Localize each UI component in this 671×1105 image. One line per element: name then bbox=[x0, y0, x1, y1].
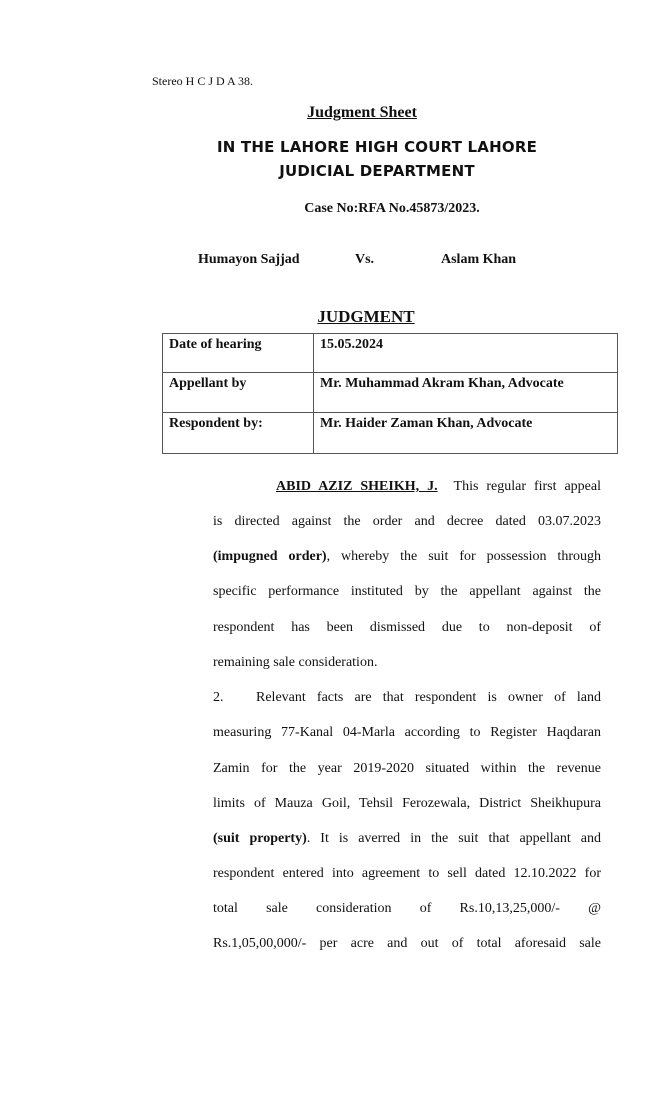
case-number: Case No:RFA No.45873/2023. bbox=[304, 201, 480, 216]
versus-label: Vs. bbox=[355, 252, 375, 267]
court-name: IN THE LAHORE HIGH COURT LAHORE bbox=[216, 138, 538, 156]
respondent-name: Aslam Khan bbox=[441, 252, 517, 267]
judge-name: ABID AZIZ SHEIKH, J. bbox=[276, 479, 438, 494]
hearing-details-table bbox=[162, 333, 618, 454]
paragraph-2-number: 2. bbox=[213, 690, 224, 705]
impugned-order-term: (impugned order) bbox=[213, 549, 327, 564]
paragraph-2-line: limits of Mauza Goil, Tehsil Ferozewala, District Sheikhupura bbox=[213, 796, 601, 811]
paragraph-2-line: Relevant facts are that respondent is owner of land bbox=[256, 690, 601, 705]
paragraph-2-line: respondent entered into agreement to sell dated 12.10.2022 for bbox=[213, 866, 601, 881]
table-row bbox=[163, 334, 618, 373]
paragraph-1-line: ABID AZIZ SHEIKH, J. This regular first appeal bbox=[276, 479, 602, 494]
suit-property-term: (suit property) bbox=[213, 831, 307, 846]
paragraph-2-line: (suit property). It is averred in the suit that appellant and bbox=[213, 831, 602, 846]
paragraph-2-line: Zamin for the year 2019-2020 situated within the revenue bbox=[213, 761, 601, 776]
stereo-reference: Stereo H C J D A 38. bbox=[152, 74, 254, 88]
judgment-title: JUDGMENT bbox=[317, 307, 415, 326]
paragraph-2-line: total sale consideration of Rs.10,13,25,000/- @ bbox=[213, 901, 601, 916]
paragraph-1-line: respondent has been dismissed due to non-deposit of bbox=[213, 620, 601, 635]
appellant-name: Humayon Sajjad bbox=[198, 252, 300, 267]
paragraph-1-line: (impugned order), whereby the suit for possession through bbox=[213, 549, 601, 564]
sheet-title: Judgment Sheet bbox=[307, 104, 417, 121]
table-cell-label: Date of hearing bbox=[163, 334, 314, 373]
table-cell-value: 15.05.2024 bbox=[314, 334, 618, 373]
paragraph-2-line: measuring 77-Kanal 04-Marla according to Register Haqdaran bbox=[213, 725, 601, 740]
table-cell-label: Appellant by bbox=[163, 373, 314, 413]
table-cell-value: Mr. Haider Zaman Khan, Advocate bbox=[314, 413, 618, 454]
table-row bbox=[163, 373, 618, 413]
table-cell-value: Mr. Muhammad Akram Khan, Advocate bbox=[314, 373, 618, 413]
paragraph-1-line: is directed against the order and decree dated 03.07.2023 bbox=[213, 514, 601, 529]
department-name: JUDICIAL DEPARTMENT bbox=[279, 162, 475, 180]
paragraph-1-line: remaining sale consideration. bbox=[213, 655, 378, 670]
paragraph-1-line: specific performance instituted by the appellant against the bbox=[213, 584, 601, 599]
table-row bbox=[163, 413, 618, 454]
table-cell-label: Respondent by: bbox=[163, 413, 314, 454]
paragraph-2-line: Rs.1,05,00,000/- per acre and out of total aforesaid sale bbox=[213, 936, 601, 951]
